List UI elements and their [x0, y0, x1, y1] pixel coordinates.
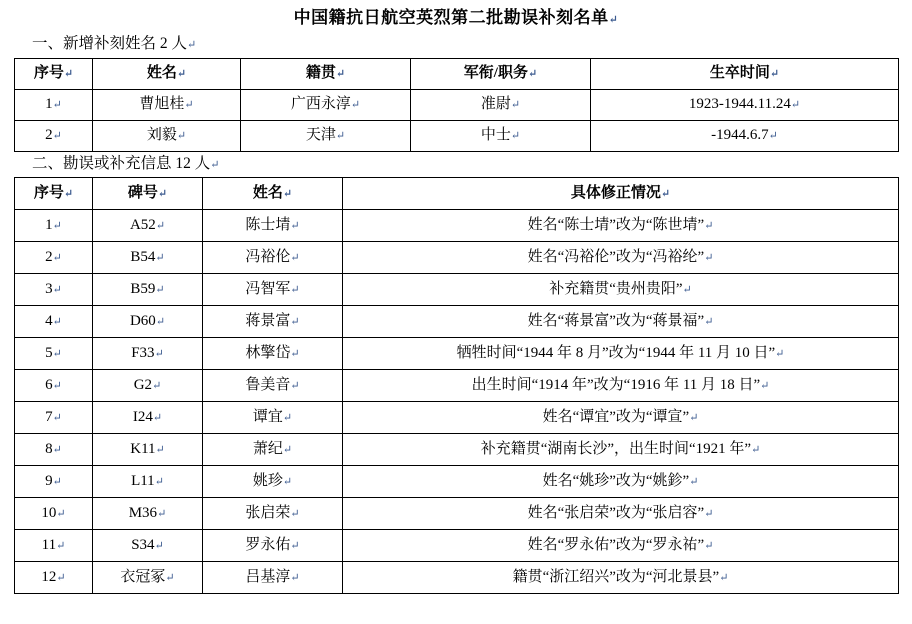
cell-name	[203, 497, 343, 529]
pilcrow-mark: ↵	[769, 68, 780, 81]
cell-index-text: 10	[41, 505, 57, 522]
pilcrow-mark: ↵	[52, 220, 62, 233]
cell-correction	[343, 529, 899, 561]
table-row	[15, 401, 899, 433]
pilcrow-mark: ↵	[154, 476, 164, 489]
pilcrow-mark: ↵	[52, 348, 62, 361]
cell-index	[15, 561, 93, 593]
pilcrow-mark: ↵	[52, 476, 62, 489]
cell-stele-no-text: K11	[130, 441, 156, 458]
cell-name-text: 谭宜	[252, 409, 283, 426]
pilcrow-mark: ↵	[719, 572, 729, 585]
pilcrow-mark: ↵	[775, 348, 785, 361]
cell-stele-no	[93, 529, 203, 561]
cell-correction	[343, 369, 899, 401]
pilcrow-mark: ↵	[52, 316, 62, 329]
cell-index	[15, 305, 93, 337]
pilcrow-mark: ↵	[282, 188, 293, 201]
col-header-dates-text: 生卒时间	[709, 65, 770, 82]
cell-index-text: 4	[45, 313, 53, 330]
section-2-heading-text: 二、勘误或补充信息 12 人	[32, 154, 211, 172]
cell-correction-text: 姓名“姚珍”改为“姚鉁”	[542, 473, 690, 490]
cell-correction-text: 出生时间“1914 年”改为“1916 年 11 月 18 日”	[471, 377, 761, 394]
pilcrow-mark: ↵	[56, 508, 66, 521]
cell-stele-no	[93, 305, 203, 337]
cell-index	[15, 337, 93, 369]
cell-name	[93, 120, 241, 151]
table-row	[15, 337, 899, 369]
cell-correction-text: 姓名“陈士埥”改为“陈世埥”	[527, 217, 705, 234]
cell-correction-text: 姓名“张启荣”改为“张启容”	[527, 505, 705, 522]
pilcrow-mark: ↵	[176, 130, 187, 143]
pilcrow-mark: ↵	[155, 220, 166, 233]
col-header-name	[203, 177, 343, 209]
cell-dates-text: -1944.6.7	[711, 127, 769, 144]
table-row	[15, 273, 899, 305]
pilcrow-mark: ↵	[176, 68, 187, 81]
cell-index-text: 9	[45, 473, 53, 490]
cell-name	[203, 305, 343, 337]
cell-correction	[343, 433, 899, 465]
pilcrow-mark: ↵	[290, 380, 300, 393]
pilcrow-mark: ↵	[704, 316, 714, 329]
pilcrow-mark: ↵	[155, 252, 165, 265]
cell-name-text: 林擎岱	[245, 345, 291, 362]
section-2-heading	[14, 154, 898, 174]
cell-index-text: 2	[45, 249, 53, 266]
pilcrow-mark: ↵	[290, 348, 300, 361]
pilcrow-mark: ↵	[184, 99, 194, 112]
cell-index-text: 1	[45, 96, 53, 113]
cell-stele-no-text: M36	[128, 505, 158, 522]
cell-name-text: 冯裕伦	[245, 249, 291, 266]
cell-index	[15, 209, 93, 241]
cell-dates	[591, 120, 899, 151]
table-row	[15, 433, 899, 465]
cell-rank	[411, 120, 591, 151]
cell-stele-no-text: A52	[129, 217, 156, 234]
cell-origin-text: 广西永淳	[290, 96, 351, 113]
cell-name	[93, 89, 241, 120]
pilcrow-mark: ↵	[152, 380, 162, 393]
table-row	[15, 209, 899, 241]
cell-correction-text: 补充籍贯“湖南长沙”，出生时间“1921 年”	[480, 441, 752, 458]
cell-name-text: 蒋景富	[245, 313, 291, 330]
table-row	[15, 561, 899, 593]
page-title	[14, 8, 898, 28]
cell-index-text: 12	[41, 569, 57, 586]
pilcrow-mark: ↵	[187, 39, 197, 52]
cell-origin	[241, 120, 411, 151]
pilcrow-mark: ↵	[290, 508, 300, 521]
page-title-text: 中国籍抗日航空英烈第二批勘误补刻名单	[293, 8, 609, 27]
col-header-index	[15, 58, 93, 89]
pilcrow-mark: ↵	[660, 188, 671, 201]
cell-name	[203, 433, 343, 465]
cell-name-text: 鲁美音	[245, 377, 291, 394]
cell-rank	[411, 89, 591, 120]
col-header-correction-text: 具体修正情况	[570, 185, 661, 202]
cell-index	[15, 241, 93, 273]
col-header-dates	[591, 58, 899, 89]
pilcrow-mark: ↵	[510, 99, 521, 112]
cell-correction	[343, 337, 899, 369]
cell-correction	[343, 209, 899, 241]
cell-name	[203, 337, 343, 369]
pilcrow-mark: ↵	[335, 130, 346, 143]
cell-correction-text: 姓名“谭宜”改为“谭宣”	[542, 409, 690, 426]
cell-stele-no-text: B59	[130, 281, 156, 298]
pilcrow-mark: ↵	[63, 68, 74, 81]
section-1-heading-text: 一、新增补刻姓名 2 人	[32, 35, 188, 53]
pilcrow-mark: ↵	[350, 99, 361, 112]
pilcrow-mark: ↵	[704, 540, 714, 553]
pilcrow-mark: ↵	[282, 444, 293, 457]
cell-index	[15, 433, 93, 465]
pilcrow-mark: ↵	[52, 252, 62, 265]
pilcrow-mark: ↵	[52, 412, 62, 425]
cell-name-text: 罗永佑	[245, 537, 291, 554]
pilcrow-mark: ↵	[52, 380, 62, 393]
table-row	[15, 305, 899, 337]
col-header-origin	[241, 58, 411, 89]
pilcrow-mark: ↵	[290, 252, 300, 265]
col-header-rank-text: 军衔/职务	[463, 65, 528, 82]
table-row	[15, 241, 899, 273]
cell-name-text: 张启荣	[245, 505, 291, 522]
cell-stele-no	[93, 337, 203, 369]
cell-stele-no	[93, 561, 203, 593]
cell-correction-text: 姓名“罗永佑”改为“罗永祐”	[527, 537, 705, 554]
table-new-names	[14, 58, 899, 152]
pilcrow-mark: ↵	[290, 284, 300, 297]
cell-stele-no	[93, 497, 203, 529]
cell-stele-no-text: S34	[131, 537, 155, 554]
cell-stele-no	[93, 241, 203, 273]
cell-name-text: 萧纪	[252, 441, 283, 458]
pilcrow-mark: ↵	[155, 316, 166, 329]
cell-name	[203, 369, 343, 401]
cell-stele-no-text: B54	[130, 249, 156, 266]
cell-stele-no-text: D60	[129, 313, 156, 330]
cell-index	[15, 120, 93, 151]
cell-origin-text: 天津	[305, 127, 336, 144]
cell-name-text: 刘毅	[146, 127, 177, 144]
col-header-rank	[411, 58, 591, 89]
cell-index-text: 1	[45, 217, 53, 234]
pilcrow-mark: ↵	[165, 572, 175, 585]
pilcrow-mark: ↵	[527, 68, 538, 81]
cell-name	[203, 529, 343, 561]
pilcrow-mark: ↵	[290, 220, 300, 233]
cell-correction	[343, 465, 899, 497]
cell-index-text: 3	[45, 281, 53, 298]
cell-name-text: 冯智军	[245, 281, 291, 298]
pilcrow-mark: ↵	[52, 284, 62, 297]
cell-index	[15, 497, 93, 529]
cell-correction	[343, 401, 899, 433]
pilcrow-mark: ↵	[290, 572, 300, 585]
col-header-index-text: 序号	[33, 65, 64, 82]
pilcrow-mark: ↵	[152, 412, 163, 425]
pilcrow-mark: ↵	[210, 158, 220, 171]
col-header-index-text: 序号	[33, 185, 64, 202]
cell-name-text: 姚珍	[252, 473, 283, 490]
cell-correction	[343, 561, 899, 593]
cell-origin	[241, 89, 411, 120]
cell-stele-no-text: G2	[133, 377, 153, 394]
cell-stele-no	[93, 369, 203, 401]
pilcrow-mark: ↵	[790, 99, 801, 112]
pilcrow-mark: ↵	[335, 68, 346, 81]
pilcrow-mark: ↵	[282, 476, 293, 489]
cell-correction-text: 牺牲时间“1944 年 8 月”改为“1944 年 11 月 10 日”	[456, 345, 776, 362]
pilcrow-mark: ↵	[63, 188, 74, 201]
pilcrow-mark: ↵	[290, 540, 300, 553]
cell-stele-no-text: F33	[131, 345, 155, 362]
col-header-origin-text: 籍贯	[305, 65, 336, 82]
cell-stele-no	[93, 273, 203, 305]
table-header-row	[15, 177, 899, 209]
cell-index	[15, 273, 93, 305]
cell-name-text: 吕基淳	[245, 569, 291, 586]
cell-correction	[343, 273, 899, 305]
cell-name-text: 曹旭桂	[139, 96, 185, 113]
cell-stele-no	[93, 209, 203, 241]
cell-index-text: 5	[45, 345, 53, 362]
pilcrow-mark: ↵	[154, 348, 164, 361]
table-row	[15, 89, 899, 120]
cell-index	[15, 89, 93, 120]
cell-dates	[591, 89, 899, 120]
table-corrections	[14, 177, 899, 594]
cell-correction	[343, 241, 899, 273]
cell-correction-text: 籍贯“浙江绍兴”改为“河北景县”	[512, 569, 720, 586]
cell-name-text: 陈士埥	[245, 217, 291, 234]
pilcrow-mark: ↵	[155, 444, 165, 457]
cell-index	[15, 401, 93, 433]
table-row	[15, 369, 899, 401]
pilcrow-mark: ↵	[56, 572, 66, 585]
cell-stele-no-text: I24	[132, 409, 153, 426]
pilcrow-mark: ↵	[56, 540, 66, 553]
cell-name	[203, 401, 343, 433]
pilcrow-mark: ↵	[704, 252, 714, 265]
cell-index-text: 2	[45, 127, 53, 144]
col-header-name	[93, 58, 241, 89]
col-header-stele-no	[93, 177, 203, 209]
section-1-heading	[14, 34, 898, 54]
pilcrow-mark: ↵	[704, 220, 714, 233]
pilcrow-mark: ↵	[157, 188, 168, 201]
cell-name	[203, 209, 343, 241]
cell-correction	[343, 305, 899, 337]
cell-correction-text: 补充籍贯“贵州贵阳”	[549, 281, 683, 298]
pilcrow-mark: ↵	[157, 508, 167, 521]
cell-stele-no	[93, 401, 203, 433]
cell-stele-no-text: 衣冠冢	[120, 569, 166, 586]
table-row	[15, 120, 899, 151]
pilcrow-mark: ↵	[760, 380, 770, 393]
cell-index-text: 7	[45, 409, 53, 426]
table-header-row	[15, 58, 899, 89]
col-header-name-text: 姓名	[252, 185, 283, 202]
col-header-name-text: 姓名	[146, 65, 177, 82]
cell-stele-no	[93, 433, 203, 465]
cell-dates-text: 1923-1944.11.24	[688, 96, 791, 113]
pilcrow-mark: ↵	[154, 540, 164, 553]
cell-correction-text: 姓名“冯裕伦”改为“冯裕纶”	[527, 249, 705, 266]
pilcrow-mark: ↵	[608, 14, 619, 26]
pilcrow-mark: ↵	[768, 130, 778, 143]
pilcrow-mark: ↵	[510, 130, 521, 143]
cell-name	[203, 561, 343, 593]
cell-index-text: 6	[45, 377, 53, 394]
pilcrow-mark: ↵	[689, 476, 699, 489]
table-row	[15, 529, 899, 561]
cell-name	[203, 241, 343, 273]
table-row	[15, 497, 899, 529]
pilcrow-mark: ↵	[155, 284, 165, 297]
cell-name	[203, 273, 343, 305]
col-header-correction	[343, 177, 899, 209]
cell-rank-text: 中士	[480, 127, 511, 144]
cell-index-text: 8	[45, 441, 53, 458]
cell-rank-text: 准尉	[480, 96, 511, 113]
pilcrow-mark: ↵	[682, 284, 692, 297]
pilcrow-mark: ↵	[290, 316, 300, 329]
cell-correction	[343, 497, 899, 529]
cell-index	[15, 369, 93, 401]
pilcrow-mark: ↵	[52, 444, 62, 457]
pilcrow-mark: ↵	[704, 508, 714, 521]
cell-name	[203, 465, 343, 497]
cell-stele-no-text: L11	[131, 473, 155, 490]
cell-index-text: 11	[41, 537, 57, 554]
col-header-stele-no-text: 碑号	[127, 185, 158, 202]
cell-index	[15, 529, 93, 561]
pilcrow-mark: ↵	[52, 130, 62, 143]
pilcrow-mark: ↵	[282, 412, 293, 425]
pilcrow-mark: ↵	[751, 444, 761, 457]
pilcrow-mark: ↵	[689, 412, 699, 425]
cell-correction-text: 姓名“蒋景富”改为“蒋景福”	[527, 313, 705, 330]
col-header-index	[15, 177, 93, 209]
cell-stele-no	[93, 465, 203, 497]
table-row	[15, 465, 899, 497]
cell-index	[15, 465, 93, 497]
pilcrow-mark: ↵	[52, 99, 62, 112]
